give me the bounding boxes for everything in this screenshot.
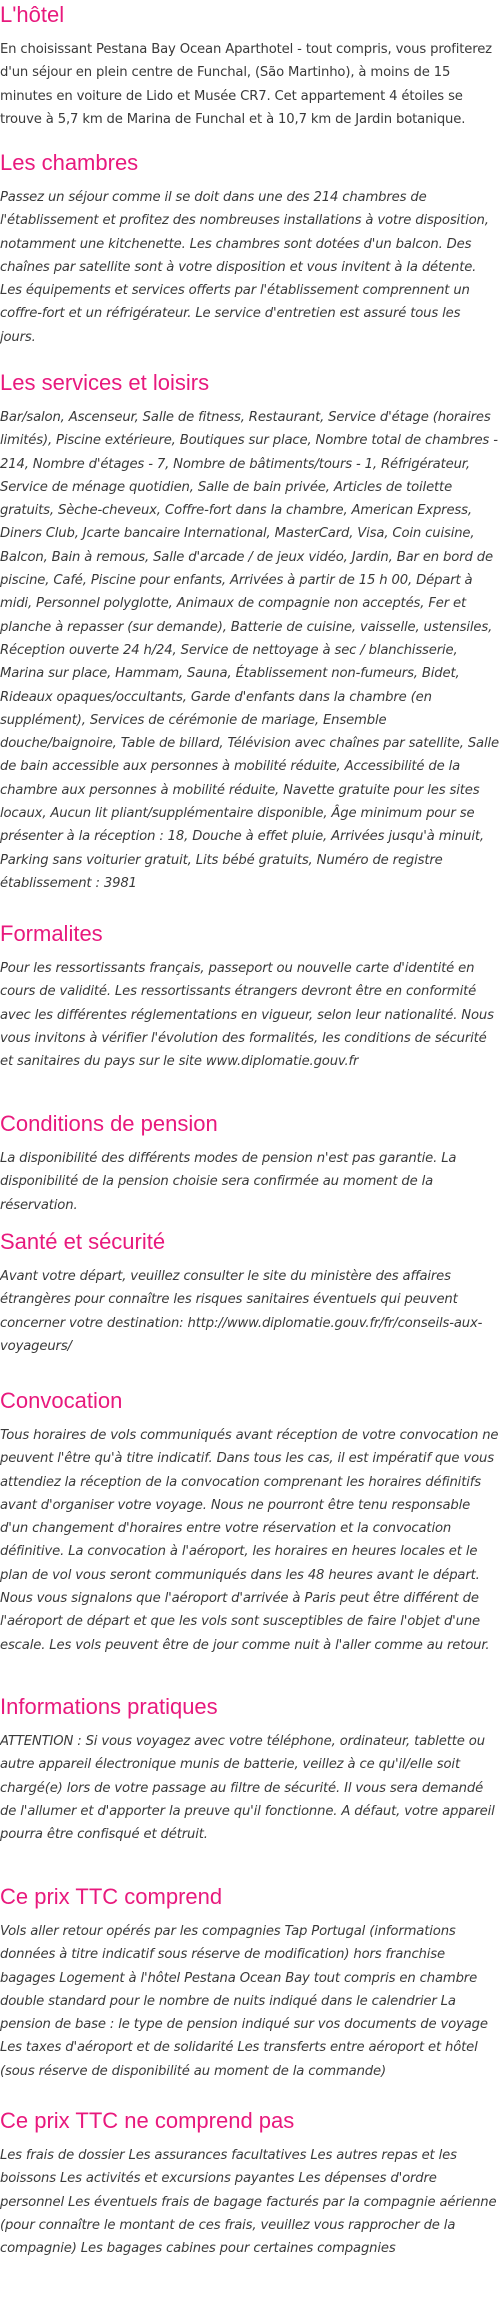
section-body: Pour les ressortissants français, passeport ou nouvelle carte d'identité en cours de validité. Les ressortissants étrangers devront être en conformité avec les différentes réglementations en vigueur, selon leur nationalité. Nous vous invitons à vérifier l'évolution des formalités, les conditions de sécurité et sanitaires du pays sur le site www.diplomatie.gouv.fr bbox=[0, 961, 494, 1070]
section-board-conditions bbox=[0, 1109, 500, 1227]
section-body: Bar/salon, Ascenseur, Salle de fitness, Restaurant, Service d'étage (horaires limités), Piscine extérieure, Boutiques sur place, Nombre total de chambres - 214, Nombre d'étages - 7, Nombre de bâtiments/tours - 1, Réfrigérateur, Service de ménage quotidien, Salle de bain privée, Articles de toilette gratuits, Sèche-cheveux, Coffre-fort dans la chambre, American Express, Diners Club, Jcarte bancaire International, MasterCard, Visa, Coin cuisine, Balcon, Bain à remous, Salle d'arcade / de jeux vidéo, Jardin, Bar en bord de piscine, Café, Piscine pour enfants, Arrivées à partir de 15 h 00, Départ à midi, Personnel polyglotte, Animaux de compagnie non acceptés, Fer et planche à repasser (sur demande), Batterie de cuisine, vaisselle, ustensiles, Réception ouverte 24 h/24, Service de nettoyage à sec / blanchisserie, Marina sur place, Hammam, Sauna, Établissement non-fumeurs, Bidet, Rideaux opaques/occultants, Garde d'enfants dans la chambre (en supplément), Services de cérémonie de mariage, Ensemble douche/baignoire, Table de billard, Télévision avec chaînes par satellite, Salle de bain accessible aux personnes à mobilité réduite, Accessibilité de la chambre aux personnes à mobilité réduite, Navette gratuite pour les sites locaux, Aucun lit pliant/supplémentaire disponible, Âge minimum pour se présenter à la réception : 18, Douche à effet pluie, Arrivées jusqu'à minuit, Parking sans voiturier gratuit, Lits bébé gratuits, Numéro de registre établissement : 3981 bbox=[0, 410, 499, 891]
section-practical-info bbox=[0, 1692, 500, 1882]
section-body: Passez un séjour comme il se doit dans une des 214 chambres de l'établissement et profitez des nombreuses installations à votre disposition, notamment une kitchenette. Les chambres sont dotées d'un balcon. Des chaînes par satellite sont à votre disposition et vous invitent à la détente. Les équipements et services offerts par l'établissement comprennent un coffre-fort et un réfrigérateur. Le service d'entretien est assuré tous les jours. bbox=[0, 190, 489, 345]
section-title: Santé et sécurité bbox=[0, 1229, 166, 1254]
section-body: Les frais de dossier Les assurances facultatives Les autres repas et les boissons Les activités et excursions payantes Les dépenses d'ordre personnel Les éventuels frais de bagage facturés par la compagnie aérienne (pour connaître le montant de ces frais, veuillez vous rapprocher de la compagnie) Les bagages cabines pour certaines compagnies bbox=[0, 2148, 497, 2257]
section-title: Les chambres bbox=[0, 150, 139, 175]
section-body: Vols aller retour opérés par les compagnies Tap Portugal (informations données à titre indicatif sous réserve de modification) hors franchise bagages Logement à l'hôtel Pestana Ocean Bay tout compris en chambre double standard pour le nombre de nuits indiqué dans le calendrier La pension de base : le type de pension indiqué sur vos documents de voyage Les taxes d'aéroport et de solidarité Les transferts entre aéroport et hôtel (sous réserve de disponibilité au moment de la commande) bbox=[0, 1924, 488, 2079]
section-body: Avant votre départ, veuillez consulter le site du ministère des affaires étrangères pour connaître les risques sanitaires éventuels qui peuvent concerner votre destination: http://www.diplomatie.gouv.fr/fr/conseils-aux-voyageurs/ bbox=[0, 1269, 483, 1354]
section-price-excludes bbox=[0, 2106, 500, 2306]
section-rooms bbox=[0, 148, 500, 368]
section-title: Ce prix TTC ne comprend pas bbox=[0, 2108, 295, 2133]
section-body: ATTENTION : Si vous voyagez avec votre téléphone, ordinateur, tablette ou autre appareil électronique munis de batterie, veillez à ce qu'il/elle soit chargé(e) lors de votre passage au filtre de sécurité. Il vous sera demandé de l'allumer et d'apporter la preuve qu'il fonctionne. A défaut, votre appareil pourra être confisqué et détruit. bbox=[0, 1734, 495, 1843]
section-body: Tous horaires de vols communiqués avant réception de votre convocation ne peuvent l'être qu'à titre indicatif. Dans tous les cas, il est impératif que vous attendiez la réception de la convocation comprenant les horaires définitifs avant d'organiser votre voyage. Nous ne pourront être tenu responsable d'un changement d'horaires entre votre réservation et la convocation définitive. La convocation à l'aéroport, les horaires en heures locales et le plan de vol vous seront communiqués dans les 48 heures avant le départ. Nous vous signalons que l'aéroport d'arrivée à Paris peut être différent de l'aéroport de départ et que les vols sont susceptibles de faire l'objet d'une escale. Les vols peuvent être de jour comme nuit à l'aller comme au retour. bbox=[0, 1428, 499, 1653]
section-price-includes bbox=[0, 1882, 500, 2106]
section-title: Conditions de pension bbox=[0, 1111, 218, 1136]
section-health-safety bbox=[0, 1227, 500, 1386]
section-title: L'hôtel bbox=[0, 2, 65, 27]
section-hotel bbox=[0, 0, 500, 148]
section-services bbox=[0, 368, 500, 919]
section-title: Convocation bbox=[0, 1388, 123, 1413]
section-title: Formalites bbox=[0, 921, 103, 946]
section-body: En choisissant Pestana Bay Ocean Aparthotel - tout compris, vous profiterez d'un séjour en plein centre de Funchal, (São Martinho), à moins de 15 minutes en voiture de Lido et Musée CR7. Cet appartement 4 étoiles se trouve à 5,7 km de Marina de Funchal et à 10,7 km de Jardin botanique. bbox=[0, 42, 492, 127]
section-title: Ce prix TTC comprend bbox=[0, 1884, 223, 1909]
section-body: La disponibilité des différents modes de pension n'est pas garantie. La disponibilité de la pension choisie sera confirmée au moment de la réservation. bbox=[0, 1151, 457, 1213]
section-formalities bbox=[0, 919, 500, 1109]
section-title: Informations pratiques bbox=[0, 1694, 218, 1719]
section-convocation bbox=[0, 1386, 500, 1692]
section-title: Les services et loisirs bbox=[0, 370, 210, 395]
